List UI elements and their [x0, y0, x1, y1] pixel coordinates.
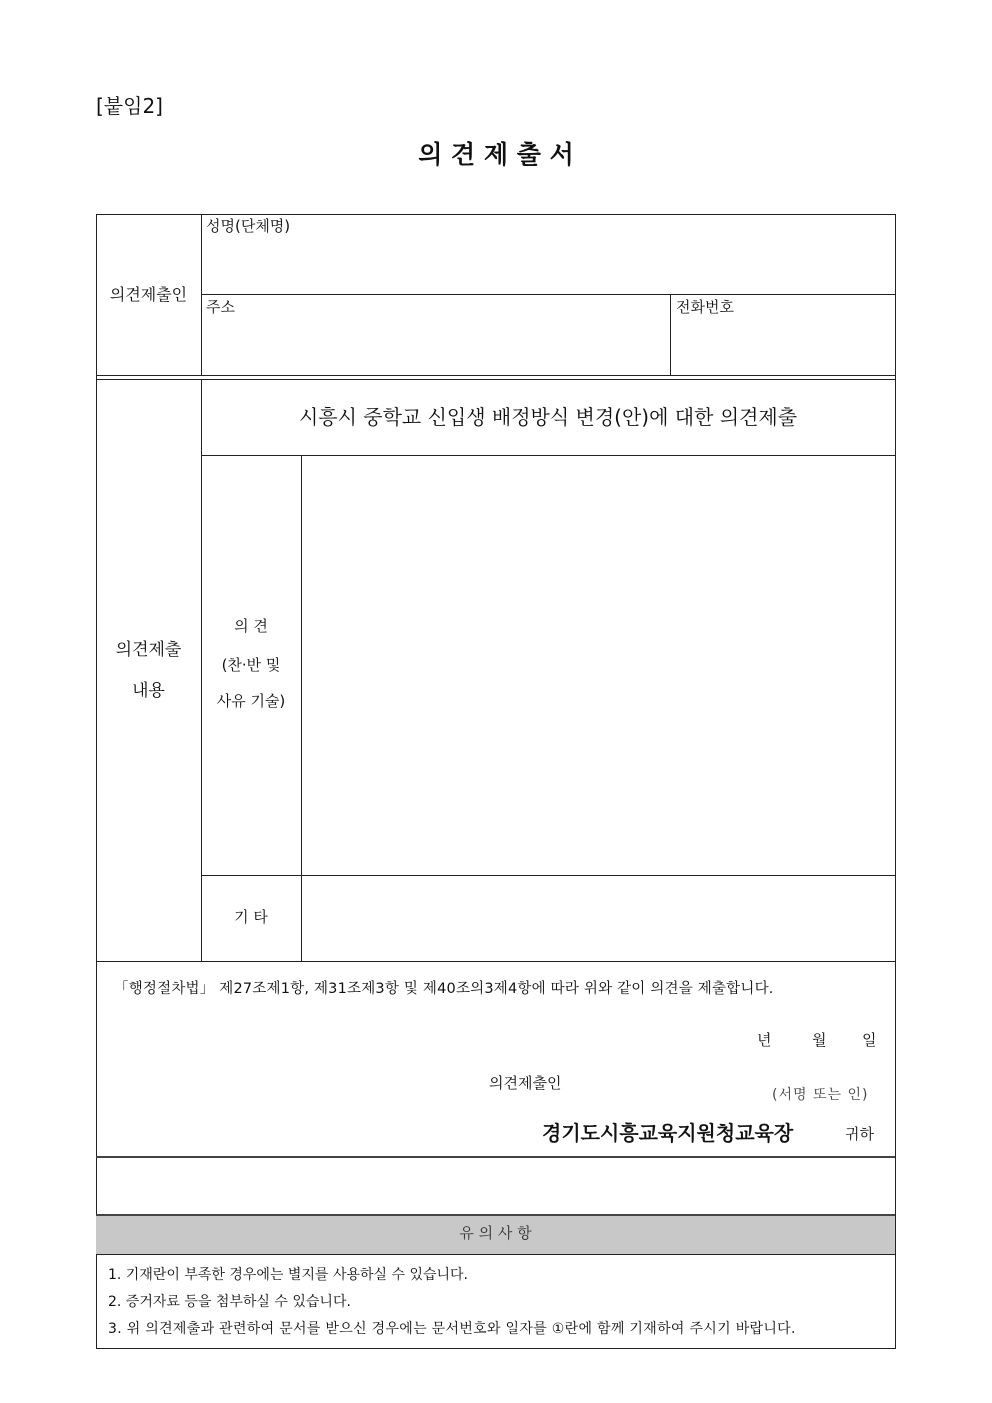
date-month-label: 월 [812, 1031, 827, 1049]
note-item-2: 2. 증거자료 등을 첨부하실 수 있습니다. [108, 1294, 351, 1310]
phone-field[interactable] [671, 320, 894, 374]
sign-note: (서명 또는 인) [772, 1087, 869, 1103]
name-field-label: 성명(단체명) [206, 217, 291, 235]
declaration-submitter-label: 의견제출인 [489, 1074, 562, 1092]
page-title: 의 견 제 출 서 [418, 140, 574, 169]
subject-title: 시흥시 중학교 신입생 배정방식 변경(안)에 대한 의견제출 [298, 405, 798, 429]
attachment-label: [붙임2] [96, 94, 163, 118]
notes-header-label: 유 의 사 항 [459, 1224, 532, 1242]
opinion-label-2: (찬·반 및 [221, 656, 281, 674]
opinion-label-3: 사유 기술) [216, 692, 286, 710]
content-section-label-2: 내용 [132, 681, 165, 701]
other-field[interactable] [302, 876, 894, 960]
declaration-text: 「행정절차법」 제27조제1항, 제31조제3항 및 제40조의3제4항에 따라 위와 같이 의견을 제출합니다. [114, 981, 774, 997]
date-year-label: 년 [757, 1031, 772, 1049]
submitter-section-label: 의견제출인 [109, 285, 188, 304]
address-field-label: 주소 [206, 298, 235, 316]
opinion-field[interactable] [302, 456, 894, 874]
phone-field-label: 전화번호 [676, 298, 734, 316]
note-item-1: 1. 기재란이 부족한 경우에는 별지를 사용하실 수 있습니다. [108, 1267, 469, 1283]
recipient-name: 경기도시흥교육지원청교육장 [542, 1121, 794, 1145]
note-item-3: 3. 위 의견제출과 관련하여 문서를 받으신 경우에는 문서번호와 일자를 ①란에 함께 기재하여 주시기 바랍니다. [108, 1321, 796, 1337]
other-label: 기 타 [234, 908, 268, 926]
address-field[interactable] [202, 320, 669, 374]
content-section-label: 의견제출 [115, 640, 182, 660]
date-day-label: 일 [862, 1031, 877, 1049]
opinion-label: 의 견 [234, 617, 268, 635]
recipient-honorific: 귀하 [845, 1125, 874, 1143]
blank-row [97, 1159, 894, 1214]
name-field[interactable] [202, 240, 894, 293]
